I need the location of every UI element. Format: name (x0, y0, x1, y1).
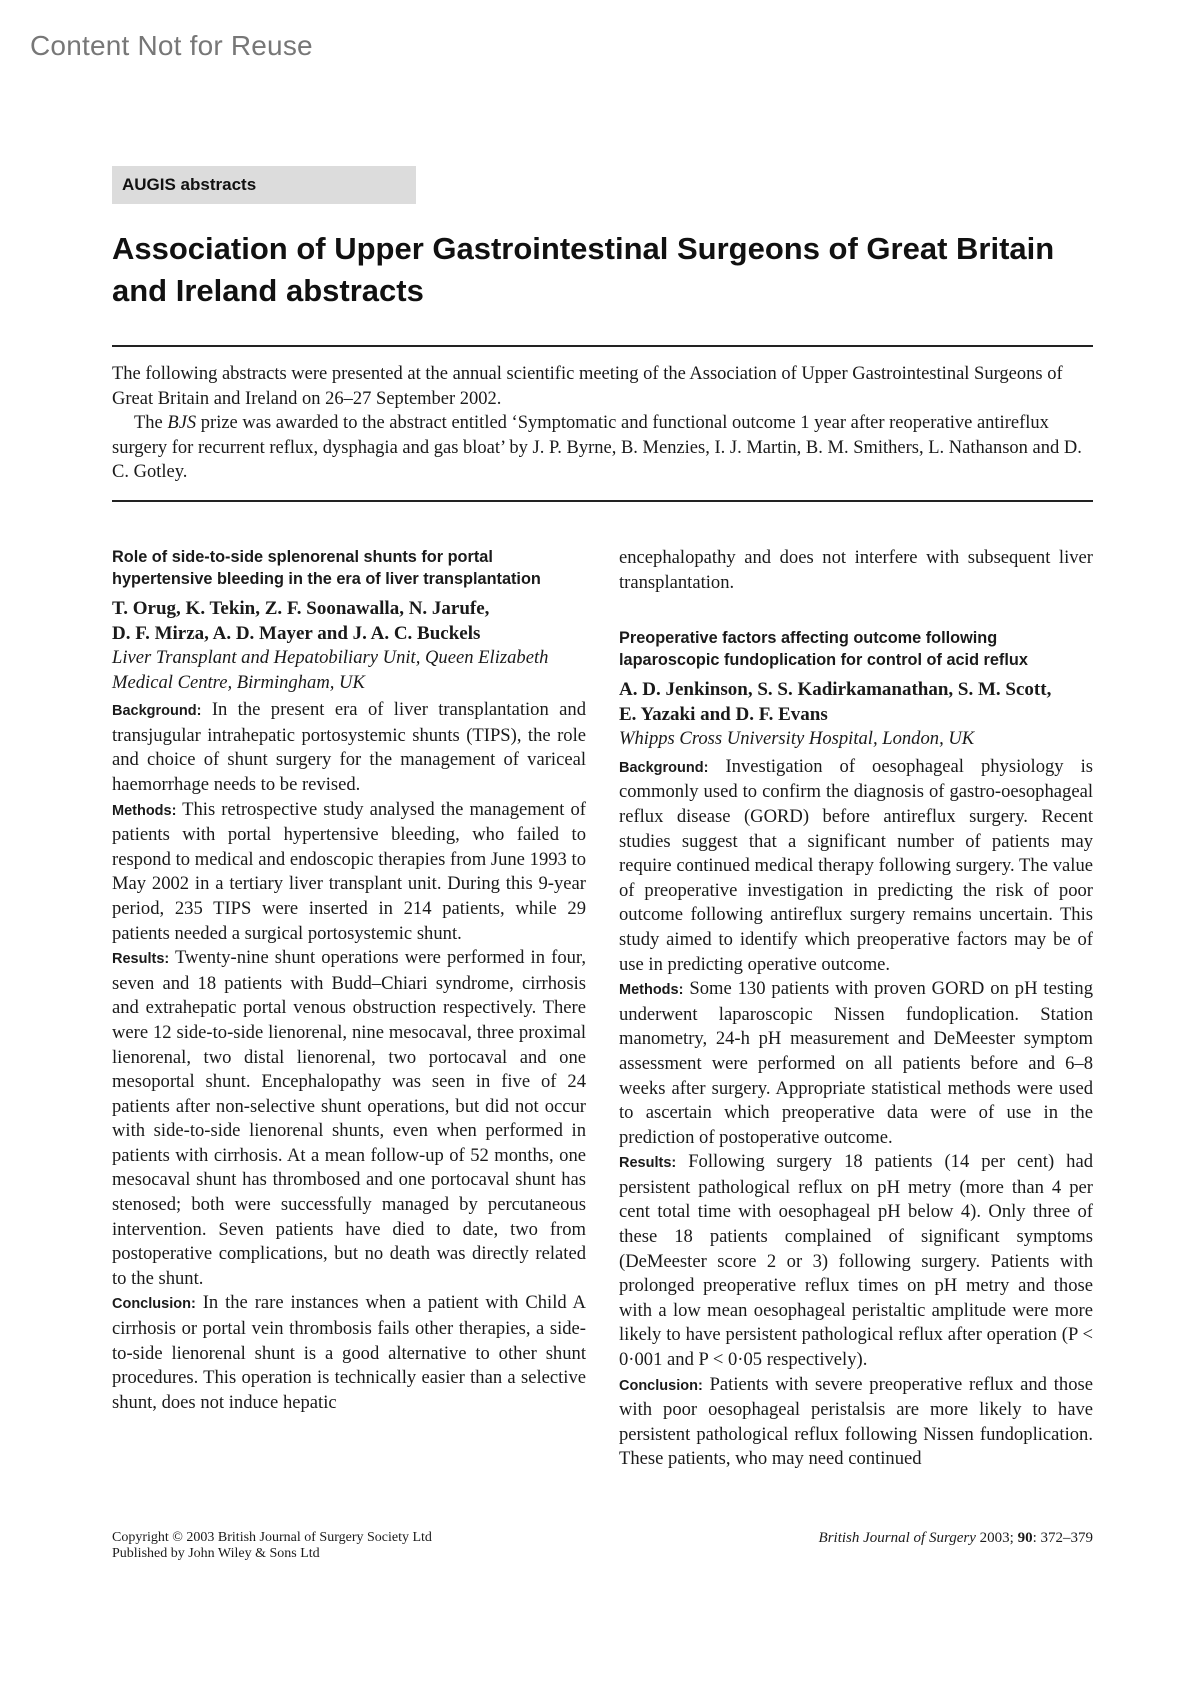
abstract-2-title: Preoperative factors affecting outcome following laparoscopic fundoplication for control of acid reflux (619, 629, 1028, 670)
conclusion-text: Patients with severe preoperative reflux and those with poor oesophageal peristalsis are more likely to have persistent pathological reflux following Nissen fundoplication. These patients, who may need continued (619, 1373, 1093, 1470)
conclusion-label: Conclusion: (112, 1296, 196, 1313)
intro-p2-pre: The (134, 413, 168, 433)
abstract-2-results (619, 1150, 1093, 1372)
intro-paragraph-1: The following abstracts were presented at the annual scientific meeting of the Association of Upper Gastrointestinal Surgeons of Great Britain and Ireland on 26–27 September 2002. (112, 364, 1063, 409)
intro-bottom-rule (112, 500, 1093, 502)
results-label: Results: (112, 951, 170, 968)
footer-publisher: Published by John Wiley & Sons Ltd (112, 1546, 320, 1561)
intro-p2-journal: BJS (167, 413, 197, 433)
conclusion-text: In the rare instances when a patient with Child A cirrhosis or portal vein thrombosis fails other therapies, a side-to-side lienorenal shunt is a good alternative to other shunt procedures. This operation is technically easier than a selective shunt, does not induce hepatic (112, 1292, 586, 1413)
results-label: Results: (619, 1155, 677, 1172)
abstract-1-affiliation: Liver Transplant and Hepatobiliary Unit, Queen Elizabeth Medical Centre, Birmingham, UK (112, 647, 549, 693)
footer-citation (819, 1530, 1093, 1546)
abstract-2-methods (619, 977, 1093, 1150)
abstract-1-authors-line-2: D. F. Mirza, A. D. Mayer and J. A. C. Buckels (112, 623, 481, 644)
abstract-1-title: Role of side-to-side splenorenal shunts for portal hypertensive bleeding in the era of liver transplantation (112, 548, 541, 588)
abstract-1-conclusion-continued: encephalopathy and does not interfere with subsequent liver transplantation. (619, 547, 1093, 593)
abstract-2-affiliation: Whipps Cross University Hospital, London, UK (619, 728, 975, 750)
background-text: In the present era of liver transplantation and transjugular intrahepatic portosystemic shunts (TIPS), the role and choice of shunt surgery for the management of variceal haemorrhage needs to be revised. (112, 699, 586, 795)
footer-pages: : 372–379 (1032, 1530, 1093, 1546)
intro-p2-post: prize was awarded to the abstract entitled ‘Symptomatic and functional outcome 1 year after reoperative antireflux surgery for recurrent reflux, dysphagia and gas bloat’ by J. P. Byrne, B. Menzies, I. J. Martin, B. M. Smithers, L. Nathanson and D. C. Gotley. (112, 413, 1082, 482)
top-rule (112, 345, 1093, 347)
abstract-1-authors-line-1: T. Orug, K. Tekin, Z. F. Soonawalla, N. Jarufe, (112, 598, 490, 619)
abstract-2-conclusion (619, 1373, 1093, 1472)
methods-label: Methods: (112, 802, 177, 819)
results-text: Twenty-nine shunt operations were performed in four, seven and 18 patients with Budd–Chiari syndrome, cirrhosis and extrahepatic portal venous obstruction respectively. There were 12 side-to-side lienorenal, nine mesocaval, three proximal lienorenal, two distal lienorenal, two portocaval and one mesoportal shunt. Encephalopathy was seen in five of 24 patients after non-selective shunt operations, but did not occur with side-to-side lienorenal shunts, even when performed in patients with cirrhosis. At a mean follow-up of 52 months, one mesocaval shunt has thrombosed and one portocaval shunt has stenosed; both were successfully managed by percutaneous intervention. Seven patients have died to date, two from postoperative complications, but no death was directly related to the shunt. (112, 947, 587, 1289)
abstract-gap (619, 595, 1093, 627)
section-tag: AUGIS abstracts (112, 166, 416, 204)
background-text: Investigation of oesophageal physiology is commonly used to confirm the diagnosis of gastro-oesophageal reflux disease (GORD) before antireflux surgery. Recent studies suggest that a significant number of patients may require continued medical therapy following surgery. The value of preoperative investigation in predicting the risk of poor outcome following antireflux surgery remains uncertain. This study aimed to identify which preoperative factors may be of use in predicting operative outcome. (619, 755, 1093, 975)
methods-label: Methods: (619, 982, 684, 999)
footer-journal: British Journal of Surgery (818, 1530, 976, 1546)
footer-year: 2003; (975, 1530, 1018, 1546)
left-column (112, 546, 586, 1415)
conclusion-label: Conclusion: (619, 1377, 703, 1394)
footer-copyright: Copyright © 2003 British Journal of Surgery Society Ltd (112, 1530, 432, 1545)
abstract-2-authors-line-1: A. D. Jenkinson, S. S. Kadirkamanathan, S. M. Scott, (619, 679, 1052, 701)
abstract-1-results (112, 946, 586, 1291)
results-text: Following surgery 18 patients (14 per cent) had persistent pathological reflux on pH metry (more than 4 per cent total time with oesophageal pH below 4). Only three of these 18 patients complained of significant symptoms (DeMeester score 2 or 3) following surgery. Patients with prolonged preoperative reflux times on pH metry and those with a low mean oesophageal peristaltic amplitude were more likely to have persistent pathological reflux after operation (P < 0·001 and P < 0·05 respectively). (619, 1151, 1093, 1371)
abstract-2-background (619, 755, 1093, 977)
methods-text: This retrospective study analysed the management of patients with portal hypertensive bleeding, who failed to respond to medical and endoscopic therapies from June 1993 to May 2002 in a tertiary liver transplant unit. During this 9-year period, 235 TIPS were inserted in 214 patients, while 29 patients needed a surgical portosystemic shunt. (112, 798, 586, 944)
watermark: Content Not for Reuse (30, 30, 313, 61)
abstract-1-conclusion (112, 1291, 586, 1415)
background-label: Background: (619, 759, 709, 776)
footer-volume: 90 (1017, 1530, 1033, 1546)
abstract-2-authors-line-2: E. Yazaki and D. F. Evans (619, 704, 828, 726)
abstract-1-background (112, 698, 586, 797)
intro (112, 362, 1093, 485)
abstract-1-methods (112, 798, 586, 947)
right-column (619, 546, 1093, 1472)
intro-paragraph-2 (112, 411, 1093, 485)
background-label: Background: (112, 703, 202, 720)
page-title: Association of Upper Gastrointestinal Surgeons of Great Britain and Ireland abstracts (112, 231, 1055, 308)
methods-text: Some 130 patients with proven GORD on pH testing underwent laparoscopic Nissen fundoplication. Station manometry, 24-h pH measurement and DeMeester symptom assessment were performed on all patients before and 6–8 weeks after surgery. Appropriate statistical methods were used to ascertain which preoperative data were of use in the prediction of postoperative outcome. (619, 978, 1093, 1148)
footer-copyright-block (112, 1530, 432, 1562)
